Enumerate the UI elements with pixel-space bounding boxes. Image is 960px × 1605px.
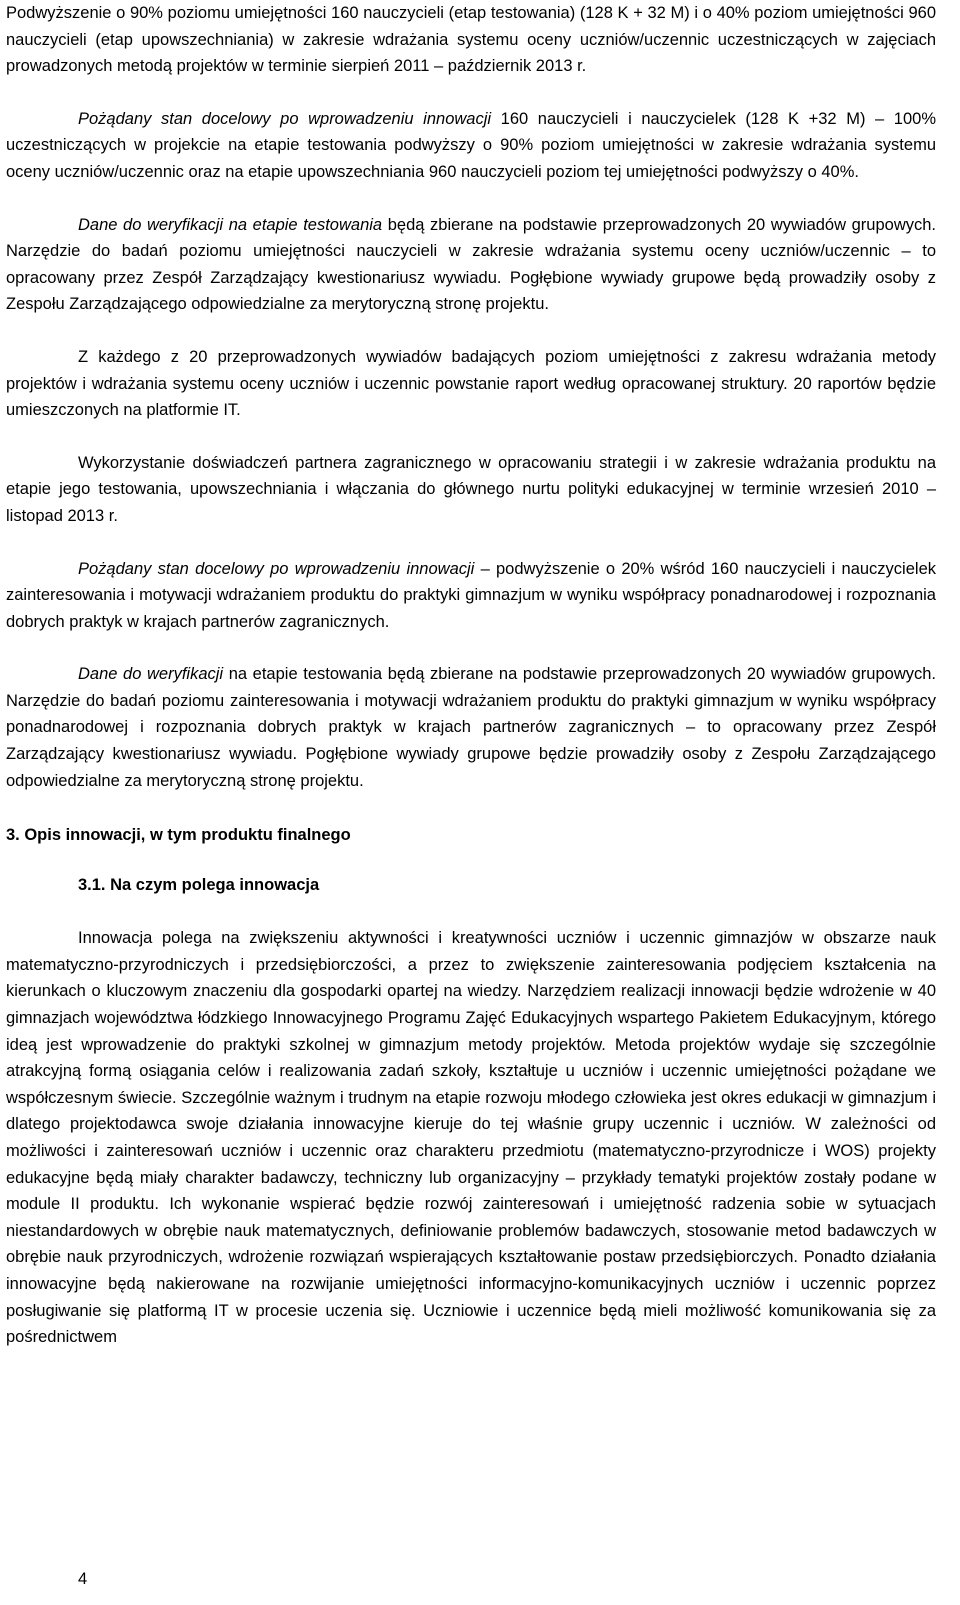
paragraph-verification-data-2: [6, 661, 936, 794]
italic-lead: Pożądany stan docelowy po wprowadzeniu innowacji: [78, 109, 492, 128]
paragraph-desired-state-2: [6, 556, 936, 636]
paragraph-verification-data-1: [6, 212, 936, 318]
section-heading-3-1: 3.1. Na czym polega innowacja: [78, 876, 320, 895]
page-number: 4: [78, 1570, 88, 1588]
italic-lead: Pożądany stan docelowy po wprowadzeniu innowacji: [78, 559, 475, 578]
paragraph-goal-teachers-skills: Podwyższenie o 90% poziomu umiejętności 160 nauczycieli (etap testowania) (128 K + 32 M) i o 40% poziom umiejętności 960 nauczycieli (etap upowszechniania) w zakresie wdrażania systemu oceny uczniów/uczennic uczestniczących w zajęciach prowadzonych metodą projektów w terminie sierpień 2011 – październik 2013 r.: [6, 4, 936, 76]
paragraph-text: 160 nauczycieli i nauczycielek (128 K +32 M) – 100% uczestniczących w projekcie na etapie testowania podwyższy o 90% poziom umiejętności w zakresie wdrażania systemu oceny uczniów/uczennic oraz na etapie upowszechniania 960 nauczycieli poziom tej umiejętności podwyższy o 40%.: [6, 109, 937, 181]
paragraph-partner-experience: Wykorzystanie doświadczeń partnera zagranicznego w opracowaniu strategii i w zakresie wdrażania produktu na etapie jego testowania, upowszechniania i włączania do głównego nurtu polityki edukacyjnej w terminie wrzesień 2010 – listopad 2013 r.: [6, 453, 936, 525]
paragraph-desired-state-1: [6, 106, 936, 186]
paragraph-innovation-description: Innowacja polega na zwiększeniu aktywności i kreatywności uczniów i uczennic gimnazjów w obszarze nauk matematyczno-przyrodniczych i przedsiębiorczości, a przez to zwiększenie zainteresowania podjęciem kształcenia na kierunkach o kluczowym znaczeniu dla gospodarki opartej na wiedzy. Narzędziem realizacji innowacji będzie wdrożenie w 40 gimnazjach województwa łódzkiego Innowacyjnego Programu Zajęć Edukacyjnych wspartego Pakietem Edukacyjnym, którego ideą jest wprowadzenie do praktyki szkolnej w gimnazjum metody projektów. Metoda projektów wydaje się szczególnie atrakcyjną formą osiągania celów i realizowania zadań szkoły, kształtuje u uczniów i uczennic umiejętności pożądane we współczesnym świecie. Szczególnie ważnym i trudnym na etapie rozwoju młodego człowieka jest okres edukacji w gimnazjum i dlatego projektodawca swoje działania innowacyjne kieruje do tej właśnie grupy uczennic i uczniów. W zależności od możliwości i zainteresowań uczniów i uczennic oraz charakteru przedmiotu (matematyczno-przyrodnicze i WOS) projekty edukacyjne będą miały charakter badawczy, techniczny lub organizacyjny – przykłady tematyki projektów zostały podane w module II produktu. Ich wykonanie wspierać będzie rozwój zainteresowań i umiejętność radzenia sobie w sytuacjach niestandardowych w obrębie nauk matematycznych, definiowanie problemów badawczych, stosowanie metod badawczych w obrębie nauk przyrodniczych, wdrożenie rozwiązań wspierających kształtowanie postaw przedsiębiorczych. Ponadto działania innowacyjne będą nakierowane na rozwijanie umiejętności informacyjno-komunikacyjnych uczniów i uczennic poprzez posługiwanie się platformą IT w procesie uczenia się. Uczniowie i uczennice będą mieli możliwość komunikowania się za pośrednictwem: [6, 929, 936, 1347]
section-heading-3: 3. Opis innowacji, w tym produktu finalnego: [6, 826, 351, 845]
paragraph-text: – podwyższenie o 20% wśród 160 nauczycieli i nauczycielek zainteresowania i motywacji wdrażaniem produktu do praktyki gimnazjum w wyniku współpracy ponadnarodowej i rozpoznania dobrych praktyk w krajach partnerów zagranicznych.: [6, 559, 936, 631]
italic-lead: Dane do weryfikacji: [78, 665, 224, 684]
document-page: [6, 0, 936, 1351]
paragraph-text: na etapie testowania będą zbierane na podstawie przeprowadzonych 20 wywiadów grupowych. Narzędzie do badań poziomu zainteresowania i motywacji wdrażaniem produktu do praktyki gimnazjum w wyniku współpracy ponadnarodowej i rozpoznania dobrych praktyk w krajach partnerów zagranicznych – to opracowany przez Zespół Zarządzający kwestionariusz wywiadu. Pogłębione wywiady grupowe będzie prowadziły osoby z Zespołu Zarządzającego odpowiedzialne za merytoryczną stronę projektu.: [6, 665, 937, 790]
paragraph-reports: Z każdego z 20 przeprowadzonych wywiadów badających poziom umiejętności z zakresu wdrażania metody projektów i wdrażania systemu oceny uczniów i uczennic powstanie raport według opracowanej struktury. 20 raportów będzie umieszczonych na platformie IT.: [6, 347, 936, 420]
paragraph-text: będą zbierane na podstawie przeprowadzonych 20 wywiadów grupowych. Narzędzie do badań poziomu umiejętności nauczycieli w zakresie wdrażania systemu oceny uczniów/uczennic – to opracowany przez Zespół Zarządzający kwestionariusz wywiadu. Pogłębione wywiady grupowe będą prowadziły osoby z Zespołu Zarządzającego odpowiedzialne za merytoryczną stronę projektu.: [6, 215, 936, 314]
italic-lead: Dane do weryfikacji na etapie testowania: [78, 215, 383, 234]
